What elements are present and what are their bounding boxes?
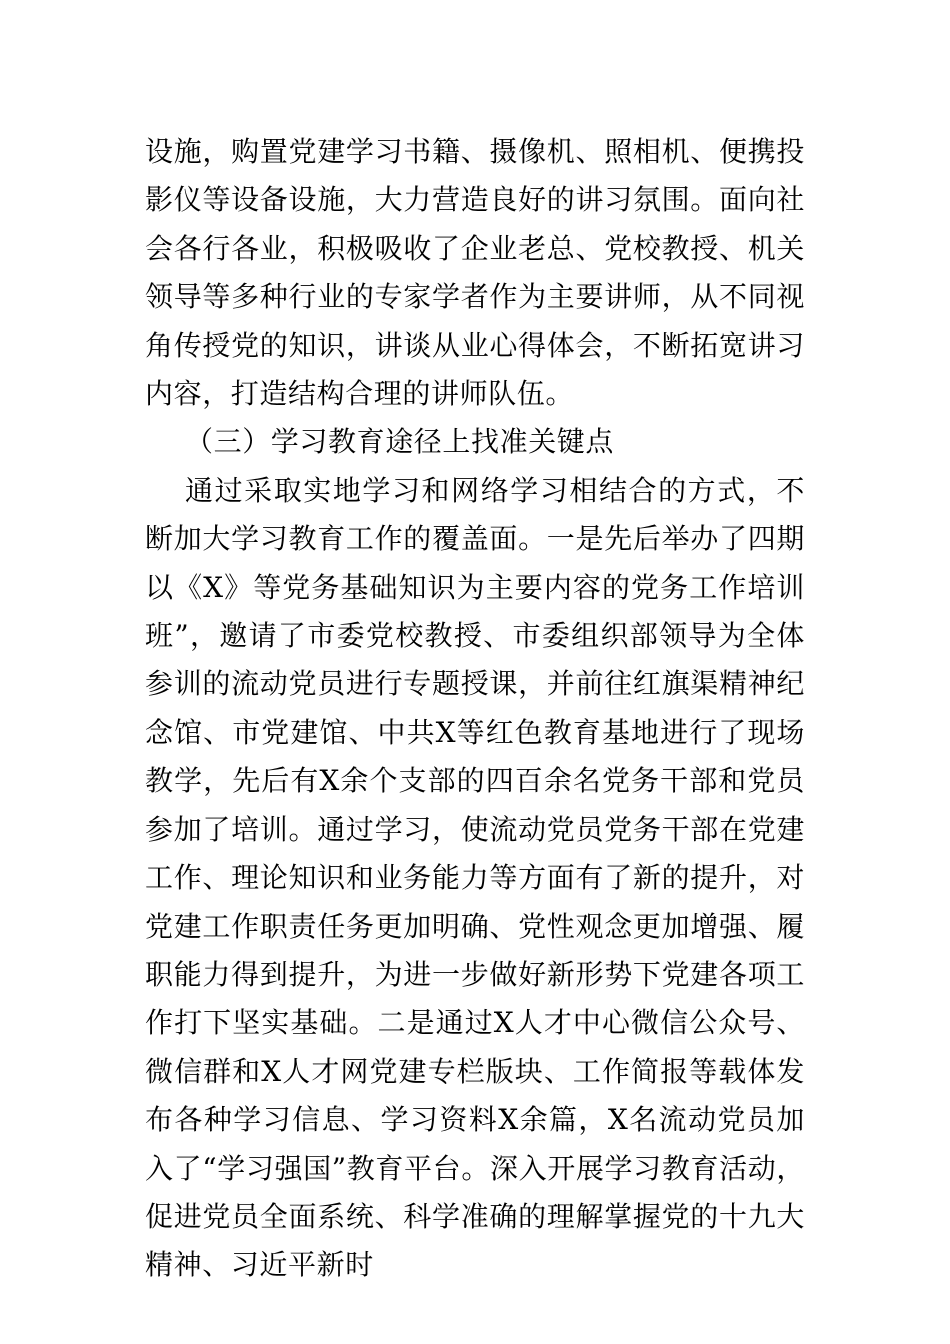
body-paragraph: 通过采取实地学习和网络学习相结合的方式，不断加大学习教育工作的覆盖面。一是先后举办了四期以《X》等党务基础知识为主要内容的党务工作培训班”，邀请了市委党校教授、市委组织部领导为全体参训的流动党员进行专题授课，并前往红旗渠精神纪念馆、市党建馆、中共X等红色教育基地进行了现场教学，先后有X余个支部的四百余名党务干部和党员参加了培训。通过学习，使流动党员党务干部在党建工作、理论知识和业务能力等方面有了新的提升，对党建工作职责任务更加明确、党性观念更加增强、履职能力得到提升，为进一步做好新形势下党建各项工作打下坚实基础。二是通过X人才中心微信公众号、微信群和X人才网党建专栏版块、工作简报等载体发布各种学习信息、学习资料X余篇，X名流动党员加入了“学习强国”教育平台。深入开展学习教育活动，促进党员全面系统、科学准确的理解掌握党的十九大精神、习近平新时 bbox=[145, 473, 805, 1282]
section-heading: （三）学习教育途径上找准关键点 bbox=[185, 425, 615, 459]
document-page bbox=[145, 128, 805, 1290]
body-paragraph-continuation: 设施，购置党建学习书籍、摄像机、照相机、便携投影仪等设备设施，大力营造良好的讲习氛围。面向社会各行各业，积极吸收了企业老总、党校教授、机关领导等多种行业的专家学者作为主要讲师，从不同视角传授党的知识，讲谈从业心得体会，不断拓宽讲习内容，打造结构合理的讲师队伍。 bbox=[145, 135, 805, 411]
